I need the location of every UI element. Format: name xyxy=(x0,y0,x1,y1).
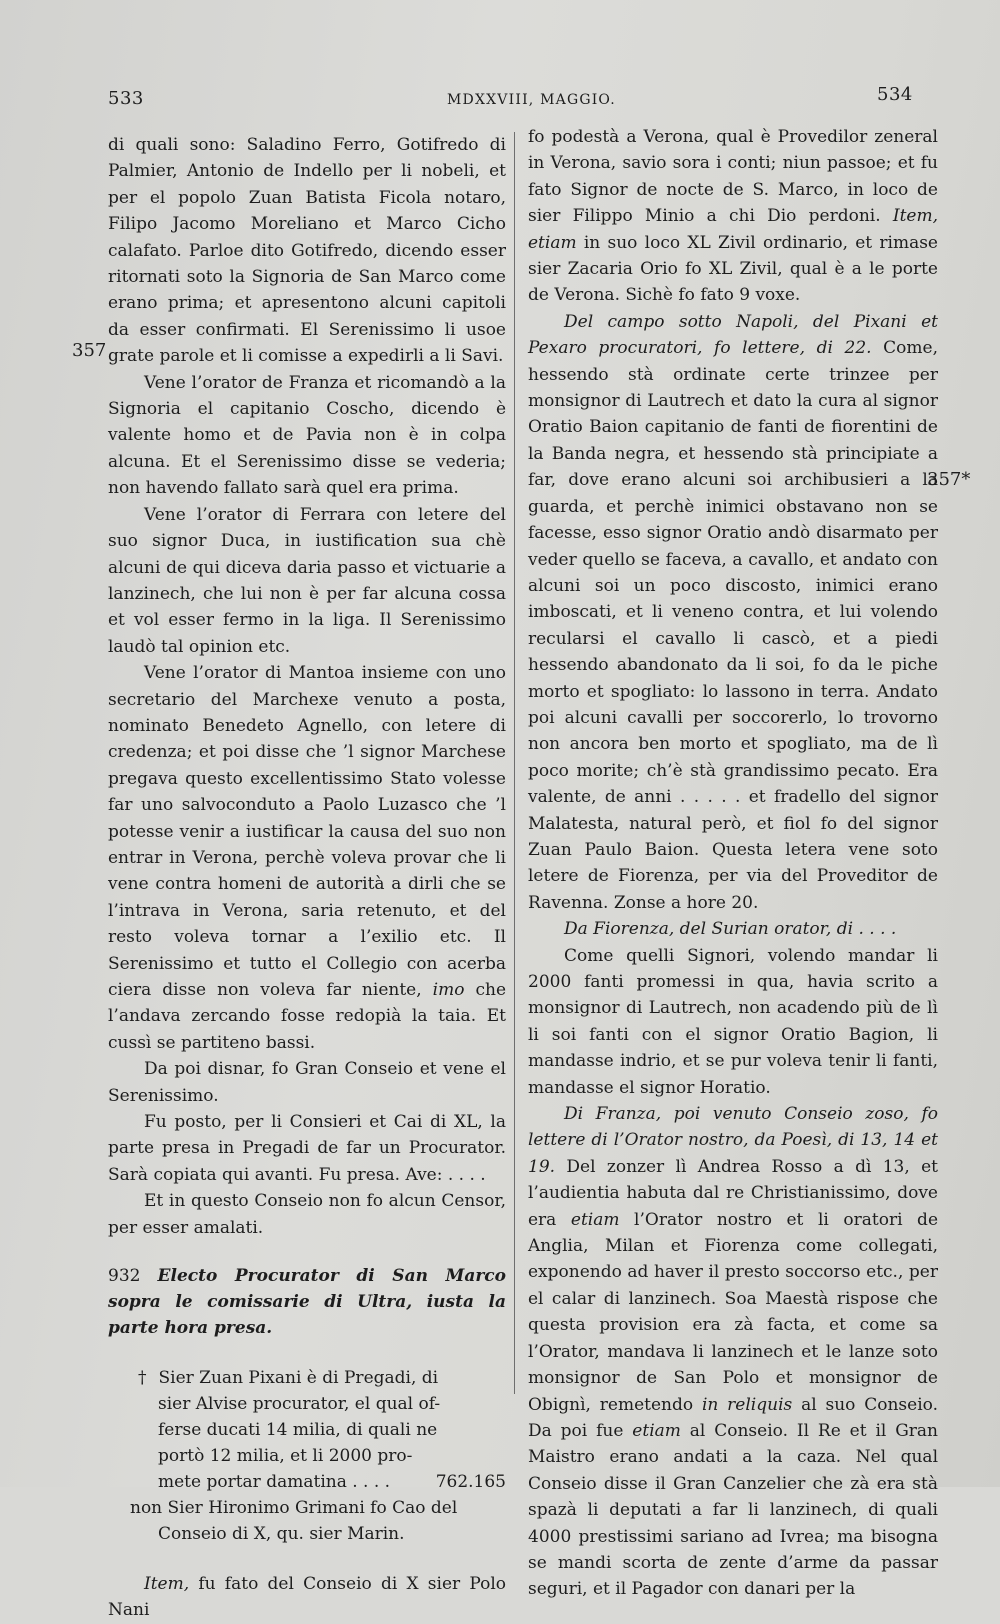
paragraph xyxy=(108,1571,506,1624)
column-divider xyxy=(514,132,515,1394)
paragraph: Vene l’orator de Franza et ricomandò a la Signoria el capitanio Coscho, dicendo è valente homo et de Pavia non è in colpa alcuna. Et el Serenissimo disse se vederia; non havendo fallato sarà quel era prima. xyxy=(108,372,506,499)
italic-run: etiam xyxy=(570,1209,620,1230)
text-run: al suo Conseio. Da poi fue xyxy=(528,1394,938,1441)
text-run: al Conseio. Il Re et il Gran Maistro erano andati a la caza. Nel qual Conseio disse il Gran Canzelier che zà era stà spazà li deputati a far li lanzinech, di quali 4000 prestissimi sariano ad Ivrea; ma bisogna se mandi scorta de zente d’arme da passar seguri, et il Pagador con danari per la xyxy=(528,1420,938,1600)
text-run: l’Orator nostro et li oratori de Anglia, Milan et Fiorenza come collegati, exponendo ad haver il presto soccorso etc., per el calar di lanzinech. Soa Maestà rispose che questa provision era zà facta, et come sa l’Orator, mandava li lanzinech et le lanze soto monsignor de San Polo et monsignor de Obignì, remetendo xyxy=(528,1209,939,1415)
candidate-line xyxy=(108,1469,506,1495)
page-number-right: 534 xyxy=(877,84,913,105)
left-column xyxy=(108,132,506,1624)
text-run: che l’andava zercando fosse redopià la taia. Et cussì se partiteno bassi. xyxy=(108,980,506,1053)
text-run: fo podestà a Verona, qual è Provedilor zeneral in Verona, savio sora i conti; niun passoe; et fu fato Signor de nocte de S. Marco, in loco de sier Filippo Minio a chi Dio perdoni. xyxy=(528,127,938,227)
text-run: fu fato del Conseio di X sier Polo Nani xyxy=(108,1574,507,1621)
candidate-line: ferse ducati 14 milia, di quali ne xyxy=(158,1420,438,1441)
paragraph: Fu posto, per li Consieri et Cai di XL, la parte presa in Pregadi de far un Procurator. Sarà copiata qui avanti. Fu presa. Ave: . . . . xyxy=(108,1112,506,1185)
vote-count: 762.165 xyxy=(435,1472,506,1493)
right-column xyxy=(528,124,938,1603)
text-run: Del zonzer lì Andrea Rosso a dì 13, et l’audientia habuta dal re Christianissimo, dove era xyxy=(528,1156,939,1230)
paragraph xyxy=(108,660,506,1056)
paragraph: Da Fiorenza, del Surian orator, di . . . . xyxy=(564,919,897,940)
paragraph xyxy=(528,309,938,916)
paragraph: Vene l’orator di Ferrara con letere del suo signor Duca, in iustification sua chè alcuni de qui diceva daria passo et victuarie a lanzinech, che lui non è per far alcuna cossa et vol esser fermo in la liga. Il Serenissimo laudò tal opinion etc. xyxy=(108,504,506,657)
italic-run: Del campo sotto Napoli, del Pixani et Pexaro procuratori, fo lettere, di 22. xyxy=(528,311,938,359)
page-number-left: 533 xyxy=(108,88,144,109)
election-results xyxy=(108,1365,506,1547)
margin-note-left: 357 xyxy=(72,340,107,361)
running-title: MDXXVIII, MAGGIO. xyxy=(447,92,616,108)
dagger-mark: † xyxy=(138,1368,147,1389)
italic-run: Item, etiam xyxy=(528,206,938,253)
paragraph xyxy=(528,124,938,309)
paragraph xyxy=(528,1101,938,1603)
entry-number: 932 xyxy=(108,1266,141,1287)
candidate-text: Sier Zuan Pixani è di Pregadi, di xyxy=(158,1368,439,1389)
italic-run: etiam xyxy=(632,1420,681,1441)
candidate-line: non Sier Hironimo Grimani fo Cao del xyxy=(130,1498,458,1519)
candidate-line: portò 12 milia, et li 2000 pro- xyxy=(158,1446,413,1467)
paragraph: Da poi disnar, fo Gran Conseio et vene el Serenissimo. xyxy=(108,1059,506,1106)
paragraph: di quali sono: Saladino Ferro, Gotifredo di Palmier, Antonio de Indello per li nobeli, et per el popolo Zuan Batista Ficola notaro, Filipo Jacomo Moreliano et Marco Cicho calafato. Parloe dito Gotifredo, dicendo esser ritornati soto la Signoria de San Marco come erano prima; et apresentono alcuni capitoli da esser confirmati. El Serenissimo li usoe grate parole et li comisse a expedirli a li Savi. xyxy=(108,135,506,367)
candidate-line: sier Alvise procurator, el qual of- xyxy=(158,1394,441,1415)
candidate-text: mete portar damatina . . . . xyxy=(158,1472,391,1493)
italic-run: imo xyxy=(432,980,465,1000)
margin-note-right: 357* xyxy=(927,469,971,490)
candidate-line: Conseio di X, qu. sier Marin. xyxy=(158,1524,405,1545)
paragraph: Et in questo Conseio non fo alcun Censor, per esser amalati. xyxy=(108,1191,506,1238)
italic-run: in reliquis xyxy=(701,1394,793,1415)
text-run: in suo loco XL Zivil ordinario, et rimase sier Zacaria Orio fo XL Zivil, qual è a le porte de Verona. Sichè fo fato 9 voxe. xyxy=(528,232,938,306)
text-run: Vene l’orator di Mantoa insieme con uno secretario del Marchexe venuto a posta, nominato Benedeto Agnello, con letere di credenza; et poi disse che ’l signor Marchese pregava questo excellentissimo Stato volesse far uno salvoconduto a Paolo Luzasco che ’l potesse venir a iustificar la causa del suo non entrar in Verona, perchè voleva provar che li vene contra homeni de autorità a dirli che se l’intrava in Verona, saria retenuto, et del resto voleva tornar a l’exilio etc. Il Serenissimo et tutto el Collegio con acerba ciera disse non voleva far niente, xyxy=(108,663,506,1000)
text-run: Come, hessendo stà ordinate certe trinzee per monsignor di Lautrech et dato la cura al signor Oratio Baion capitanio de fanti de fiorentini de la Banda negra, et hessendo stà principiate a far, dove erano alcuni soi archibusieri a la guarda, et perchè inimici obstavano non se facesse, esso signor Oratio andò disarmato per veder quello se faceva, a cavallo, et andato con alcuni soi un poco discosto, inimici erano imboscati, et li veneno contra, et lui volendo recularsi el cavallo li cascò, et a piedi hessendo abandonato da li soi, fo da le piche morto et spogliato: lo lassono in terra. Andato poi alcuni cavalli per soccorerlo, lo trovorno non ancora ben morto et spogliato, ma de lì poco morite; ch’è stà grandissimo pecato. Era valente, de anni . . . . . et fradello del signor Malatesta, natural però, et fiol fo del signor Zuan Paulo Baion. Questa letera vene soto letere de Fiorenza, per via del Proveditor de Ravenna. Zonse a hore 20. xyxy=(528,338,938,913)
italic-run: Item, xyxy=(144,1574,190,1595)
election-heading xyxy=(108,1263,506,1341)
entry-title: Electo Procurator di San Marco sopra le comissarie di Ultra, iusta la parte hora presa. xyxy=(108,1266,507,1339)
candidate-line xyxy=(108,1365,506,1391)
paragraph: Come quelli Signori, volendo mandar li 2000 fanti promessi in qua, havia scrito a monsignor di Lautrech, non acadendo più de lì li soi fanti con el signor Oratio Bagion, li mandasse indrio, et se pur voleva tenir li fanti, mandasse el signor Horatio. xyxy=(528,945,938,1098)
italic-run: Di Franza, poi venuto Conseio zoso, fo lettere di l’Orator nostro, da Poesì, di 13, 14 et 19. xyxy=(528,1104,938,1177)
